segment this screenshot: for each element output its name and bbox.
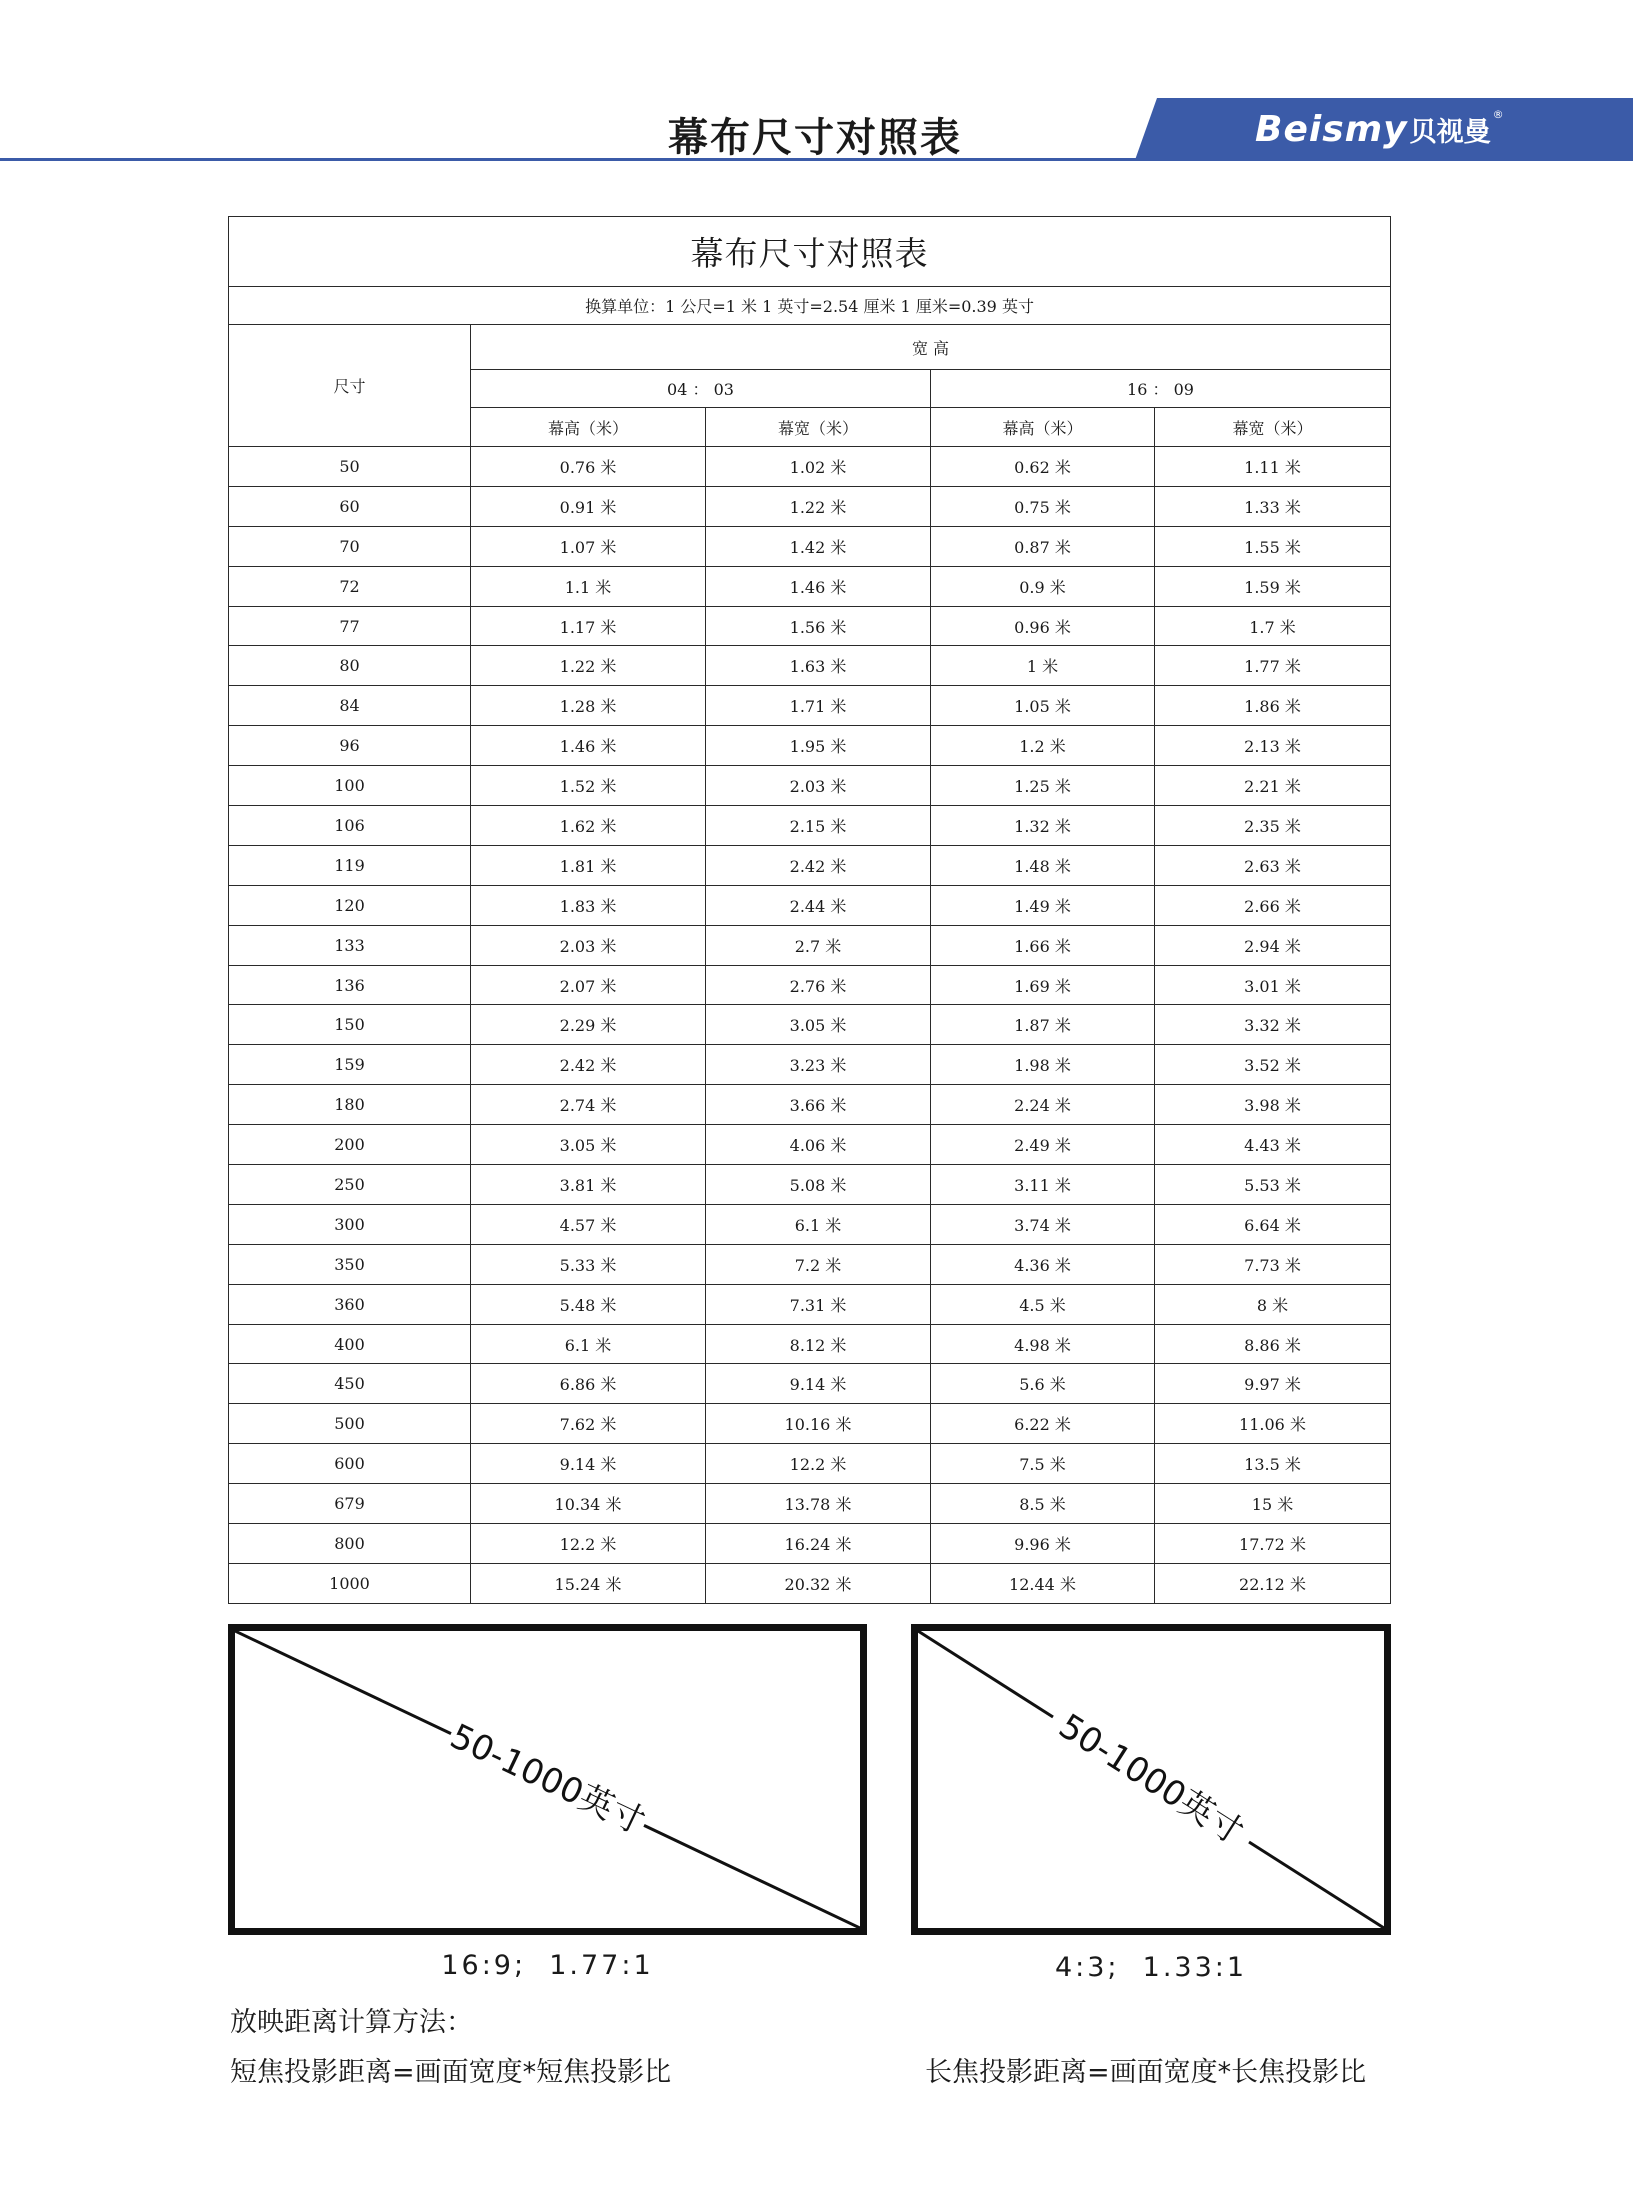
height-4-3-cell: 2.03 米 xyxy=(471,925,706,965)
width-4-3-cell: 5.08 米 xyxy=(706,1165,931,1205)
table-row xyxy=(229,1284,1391,1324)
height-4-3-cell: 1.52 米 xyxy=(471,766,706,806)
height-4-3-cell: 2.42 米 xyxy=(471,1045,706,1085)
width-4-3-cell: 4.06 米 xyxy=(706,1125,931,1165)
height-4-3-cell: 7.62 米 xyxy=(471,1404,706,1444)
screen-size-table xyxy=(228,216,1391,1604)
height-16-9-cell: 1 米 xyxy=(931,646,1155,686)
height-4-3-cell: 12.2 米 xyxy=(471,1524,706,1564)
page-title: 幕布尺寸对照表 xyxy=(668,115,962,161)
diagram-16-9 xyxy=(228,1624,867,1935)
size-cell: 159 xyxy=(229,1045,471,1085)
width-4-3-cell: 16.24 米 xyxy=(706,1524,931,1564)
width-16-9-cell: 2.66 米 xyxy=(1155,885,1391,925)
width-16-9-cell: 8.86 米 xyxy=(1155,1324,1391,1364)
height-4-3-cell: 15.24 米 xyxy=(471,1563,706,1603)
width-4-3-cell: 9.14 米 xyxy=(706,1364,931,1404)
width-4-3-cell: 8.12 米 xyxy=(706,1324,931,1364)
diagonal-graphic-4-3 xyxy=(918,1631,1384,1928)
height-16-9-cell: 2.49 米 xyxy=(931,1125,1155,1165)
width-4-3-cell: 7.31 米 xyxy=(706,1284,931,1324)
table-row xyxy=(229,566,1391,606)
width-4-3-cell: 1.71 米 xyxy=(706,686,931,726)
width-4-3-cell: 10.16 米 xyxy=(706,1404,931,1444)
height-16-9-cell: 9.96 米 xyxy=(931,1524,1155,1564)
height-16-9-cell: 7.5 米 xyxy=(931,1444,1155,1484)
size-cell: 70 xyxy=(229,526,471,566)
diagonal-size-label: 50-1000英寸 xyxy=(1051,1706,1251,1853)
width-4-3-cell: 3.66 米 xyxy=(706,1085,931,1125)
dimension-group-header: 宽 高 xyxy=(471,325,1391,370)
size-cell: 450 xyxy=(229,1364,471,1404)
height-16-9-cell: 2.24 米 xyxy=(931,1085,1155,1125)
height-4-3-cell: 6.1 米 xyxy=(471,1324,706,1364)
width-16-9-cell: 13.5 米 xyxy=(1155,1444,1391,1484)
height-4-3-cell: 2.74 米 xyxy=(471,1085,706,1125)
width-16-9-cell: 1.86 米 xyxy=(1155,686,1391,726)
diagonal-size-label: 50-1000英寸 xyxy=(444,1716,651,1843)
table-row xyxy=(229,885,1391,925)
width-16-9-cell: 1.59 米 xyxy=(1155,566,1391,606)
width-16-9-cell: 2.94 米 xyxy=(1155,925,1391,965)
width-16-9-cell: 3.52 米 xyxy=(1155,1045,1391,1085)
table-row xyxy=(229,1364,1391,1404)
height-16-9-cell: 0.87 米 xyxy=(931,526,1155,566)
height-16-9-cell: 0.9 米 xyxy=(931,566,1155,606)
table-row xyxy=(229,486,1391,526)
height-16-9-cell: 1.66 米 xyxy=(931,925,1155,965)
width-16-9-cell: 2.21 米 xyxy=(1155,766,1391,806)
height-4-3-cell: 9.14 米 xyxy=(471,1444,706,1484)
table-row xyxy=(229,1524,1391,1564)
size-cell: 100 xyxy=(229,766,471,806)
table-row xyxy=(229,1444,1391,1484)
width-4-3-cell: 7.2 米 xyxy=(706,1244,931,1284)
width-16-9-cell: 7.73 米 xyxy=(1155,1244,1391,1284)
size-cell: 350 xyxy=(229,1244,471,1284)
brand-logo xyxy=(1255,108,1504,152)
size-cell: 150 xyxy=(229,1005,471,1045)
size-cell: 133 xyxy=(229,925,471,965)
width-4-3-cell: 3.23 米 xyxy=(706,1045,931,1085)
width-4-3-cell: 1.95 米 xyxy=(706,726,931,766)
width-4-3-cell: 12.2 米 xyxy=(706,1444,931,1484)
height-16-9-cell: 1.87 米 xyxy=(931,1005,1155,1045)
width-4-3-cell: 2.15 米 xyxy=(706,806,931,846)
size-cell: 200 xyxy=(229,1125,471,1165)
height-4-3-cell: 2.29 米 xyxy=(471,1005,706,1045)
size-cell: 80 xyxy=(229,646,471,686)
height-16-9-cell: 1.32 米 xyxy=(931,806,1155,846)
table-row xyxy=(229,1244,1391,1284)
table-row xyxy=(229,1045,1391,1085)
width-16-9-cell: 6.64 米 xyxy=(1155,1204,1391,1244)
size-header: 尺寸 xyxy=(229,325,471,447)
size-cell: 60 xyxy=(229,486,471,526)
height-16-9-cell: 0.75 米 xyxy=(931,486,1155,526)
width-16-9-cell: 4.43 米 xyxy=(1155,1125,1391,1165)
ratio-label-4-3: 4:3; 1.33:1 xyxy=(1054,1952,1248,1983)
width-16-9-cell: 5.53 米 xyxy=(1155,1165,1391,1205)
table-row xyxy=(229,766,1391,806)
table-row xyxy=(229,1005,1391,1045)
height-4-3-cell: 1.46 米 xyxy=(471,726,706,766)
width-16-9-cell: 9.97 米 xyxy=(1155,1364,1391,1404)
height-4-3-cell: 1.22 米 xyxy=(471,646,706,686)
width-16-9-cell: 2.63 米 xyxy=(1155,845,1391,885)
table-row xyxy=(229,686,1391,726)
width-4-3-cell: 2.44 米 xyxy=(706,885,931,925)
width-16-9-cell: 3.32 米 xyxy=(1155,1005,1391,1045)
size-cell: 106 xyxy=(229,806,471,846)
height-16-9-cell: 3.11 米 xyxy=(931,1165,1155,1205)
size-table-container xyxy=(228,216,1390,1604)
size-cell: 679 xyxy=(229,1484,471,1524)
ratio-label-16-9: 16:9; 1.77:1 xyxy=(441,1950,654,1981)
table-row xyxy=(229,1404,1391,1444)
conversion-note: 换算单位：1 公尺=1 米 1 英寸=2.54 厘米 1 厘米=0.39 英寸 xyxy=(229,287,1391,325)
size-cell: 360 xyxy=(229,1284,471,1324)
height-16-9-cell: 1.98 米 xyxy=(931,1045,1155,1085)
width-16-9-cell: 15 米 xyxy=(1155,1484,1391,1524)
size-cell: 119 xyxy=(229,845,471,885)
table-title: 幕布尺寸对照表 xyxy=(229,217,1391,287)
table-row xyxy=(229,806,1391,846)
width-4-3-cell: 1.42 米 xyxy=(706,526,931,566)
size-cell: 800 xyxy=(229,1524,471,1564)
height-4-3-cell: 5.48 米 xyxy=(471,1284,706,1324)
height-4-3-cell: 0.76 米 xyxy=(471,447,706,487)
table-row xyxy=(229,1204,1391,1244)
height-4-3-cell: 1.17 米 xyxy=(471,606,706,646)
size-cell: 600 xyxy=(229,1444,471,1484)
width-4-3-cell: 1.22 米 xyxy=(706,486,931,526)
table-row xyxy=(229,845,1391,885)
table-row xyxy=(229,1085,1391,1125)
size-cell: 180 xyxy=(229,1085,471,1125)
diagonal-line-segment xyxy=(235,1631,451,1734)
size-cell: 120 xyxy=(229,885,471,925)
height-16-9-cell: 0.96 米 xyxy=(931,606,1155,646)
width-16-9-cell: 1.33 米 xyxy=(1155,486,1391,526)
width-16-9-cell: 22.12 米 xyxy=(1155,1563,1391,1603)
height-4-3-cell: 0.91 米 xyxy=(471,486,706,526)
table-row xyxy=(229,646,1391,686)
height-16-9-cell: 1.25 米 xyxy=(931,766,1155,806)
height-16-9-cell: 8.5 米 xyxy=(931,1484,1155,1524)
width-4-3-cell: 1.46 米 xyxy=(706,566,931,606)
height-16-9-cell: 1.69 米 xyxy=(931,965,1155,1005)
width-4-3-cell: 6.1 米 xyxy=(706,1204,931,1244)
height-16-9-cell: 4.5 米 xyxy=(931,1284,1155,1324)
size-cell: 77 xyxy=(229,606,471,646)
table-row xyxy=(229,1125,1391,1165)
height-4-3-cell: 1.62 米 xyxy=(471,806,706,846)
width-4-3-cell: 2.76 米 xyxy=(706,965,931,1005)
size-cell: 96 xyxy=(229,726,471,766)
width-16-9-cell: 8 米 xyxy=(1155,1284,1391,1324)
size-cell: 400 xyxy=(229,1324,471,1364)
width-16-9-cell: 2.13 米 xyxy=(1155,726,1391,766)
width-4-3-cell: 1.63 米 xyxy=(706,646,931,686)
short-throw-formula: 短焦投影距离=画面宽度*短焦投影比 xyxy=(230,2057,672,2088)
long-throw-formula: 长焦投影距离=画面宽度*长焦投影比 xyxy=(925,2057,1367,2088)
col-header-height-16-9: 幕高（米） xyxy=(931,408,1155,447)
height-4-3-cell: 1.28 米 xyxy=(471,686,706,726)
diagonal-graphic-16-9 xyxy=(235,1631,860,1928)
height-4-3-cell: 1.81 米 xyxy=(471,845,706,885)
size-cell: 136 xyxy=(229,965,471,1005)
height-4-3-cell: 3.81 米 xyxy=(471,1165,706,1205)
size-cell: 84 xyxy=(229,686,471,726)
height-16-9-cell: 3.74 米 xyxy=(931,1204,1155,1244)
height-4-3-cell: 1.83 米 xyxy=(471,885,706,925)
height-16-9-cell: 0.62 米 xyxy=(931,447,1155,487)
brand-logo-cn: 贝视曼 xyxy=(1409,117,1491,148)
width-16-9-cell: 2.35 米 xyxy=(1155,806,1391,846)
size-cell: 500 xyxy=(229,1404,471,1444)
table-row xyxy=(229,1484,1391,1524)
col-header-width-4-3: 幕宽（米） xyxy=(706,408,931,447)
size-cell: 50 xyxy=(229,447,471,487)
size-cell: 72 xyxy=(229,566,471,606)
width-4-3-cell: 13.78 米 xyxy=(706,1484,931,1524)
method-title: 放映距离计算方法： xyxy=(230,2007,473,2038)
width-16-9-cell: 3.98 米 xyxy=(1155,1085,1391,1125)
height-16-9-cell: 12.44 米 xyxy=(931,1563,1155,1603)
height-4-3-cell: 3.05 米 xyxy=(471,1125,706,1165)
table-row xyxy=(229,726,1391,766)
size-cell: 1000 xyxy=(229,1563,471,1603)
height-4-3-cell: 4.57 米 xyxy=(471,1204,706,1244)
width-4-3-cell: 1.56 米 xyxy=(706,606,931,646)
width-16-9-cell: 1.77 米 xyxy=(1155,646,1391,686)
width-16-9-cell: 1.11 米 xyxy=(1155,447,1391,487)
table-row xyxy=(229,526,1391,566)
diagonal-line-segment xyxy=(918,1631,1053,1717)
size-cell: 300 xyxy=(229,1204,471,1244)
width-4-3-cell: 20.32 米 xyxy=(706,1563,931,1603)
height-4-3-cell: 1.07 米 xyxy=(471,526,706,566)
width-16-9-cell: 1.55 米 xyxy=(1155,526,1391,566)
height-16-9-cell: 1.48 米 xyxy=(931,845,1155,885)
width-4-3-cell: 1.02 米 xyxy=(706,447,931,487)
width-16-9-cell: 3.01 米 xyxy=(1155,965,1391,1005)
col-header-width-16-9: 幕宽（米） xyxy=(1155,408,1391,447)
height-4-3-cell: 6.86 米 xyxy=(471,1364,706,1404)
height-16-9-cell: 6.22 米 xyxy=(931,1404,1155,1444)
ratio-header-4-3: 04 ： 03 xyxy=(471,370,931,408)
width-16-9-cell: 1.7 米 xyxy=(1155,606,1391,646)
registered-mark: ® xyxy=(1492,108,1504,121)
height-16-9-cell: 5.6 米 xyxy=(931,1364,1155,1404)
diagram-4-3 xyxy=(911,1624,1391,1935)
ratio-header-16-9: 16 ： 09 xyxy=(931,370,1391,408)
width-4-3-cell: 3.05 米 xyxy=(706,1005,931,1045)
width-16-9-cell: 11.06 米 xyxy=(1155,1404,1391,1444)
table-row xyxy=(229,447,1391,487)
width-16-9-cell: 17.72 米 xyxy=(1155,1524,1391,1564)
size-cell: 250 xyxy=(229,1165,471,1205)
brand-logo-en: Beismy xyxy=(1255,109,1408,150)
diagonal-line-segment xyxy=(644,1825,860,1928)
height-4-3-cell: 1.1 米 xyxy=(471,566,706,606)
table-row xyxy=(229,1165,1391,1205)
height-4-3-cell: 2.07 米 xyxy=(471,965,706,1005)
table-row xyxy=(229,925,1391,965)
height-16-9-cell: 4.36 米 xyxy=(931,1244,1155,1284)
table-row xyxy=(229,965,1391,1005)
table-row xyxy=(229,1563,1391,1603)
col-header-height-4-3: 幕高（米） xyxy=(471,408,706,447)
table-row xyxy=(229,1324,1391,1364)
height-16-9-cell: 4.98 米 xyxy=(931,1324,1155,1364)
height-16-9-cell: 1.49 米 xyxy=(931,885,1155,925)
height-16-9-cell: 1.05 米 xyxy=(931,686,1155,726)
height-4-3-cell: 5.33 米 xyxy=(471,1244,706,1284)
height-4-3-cell: 10.34 米 xyxy=(471,1484,706,1524)
height-16-9-cell: 1.2 米 xyxy=(931,726,1155,766)
width-4-3-cell: 2.7 米 xyxy=(706,925,931,965)
diagonal-line-segment xyxy=(1249,1842,1384,1928)
width-4-3-cell: 2.42 米 xyxy=(706,845,931,885)
width-4-3-cell: 2.03 米 xyxy=(706,766,931,806)
table-row xyxy=(229,606,1391,646)
